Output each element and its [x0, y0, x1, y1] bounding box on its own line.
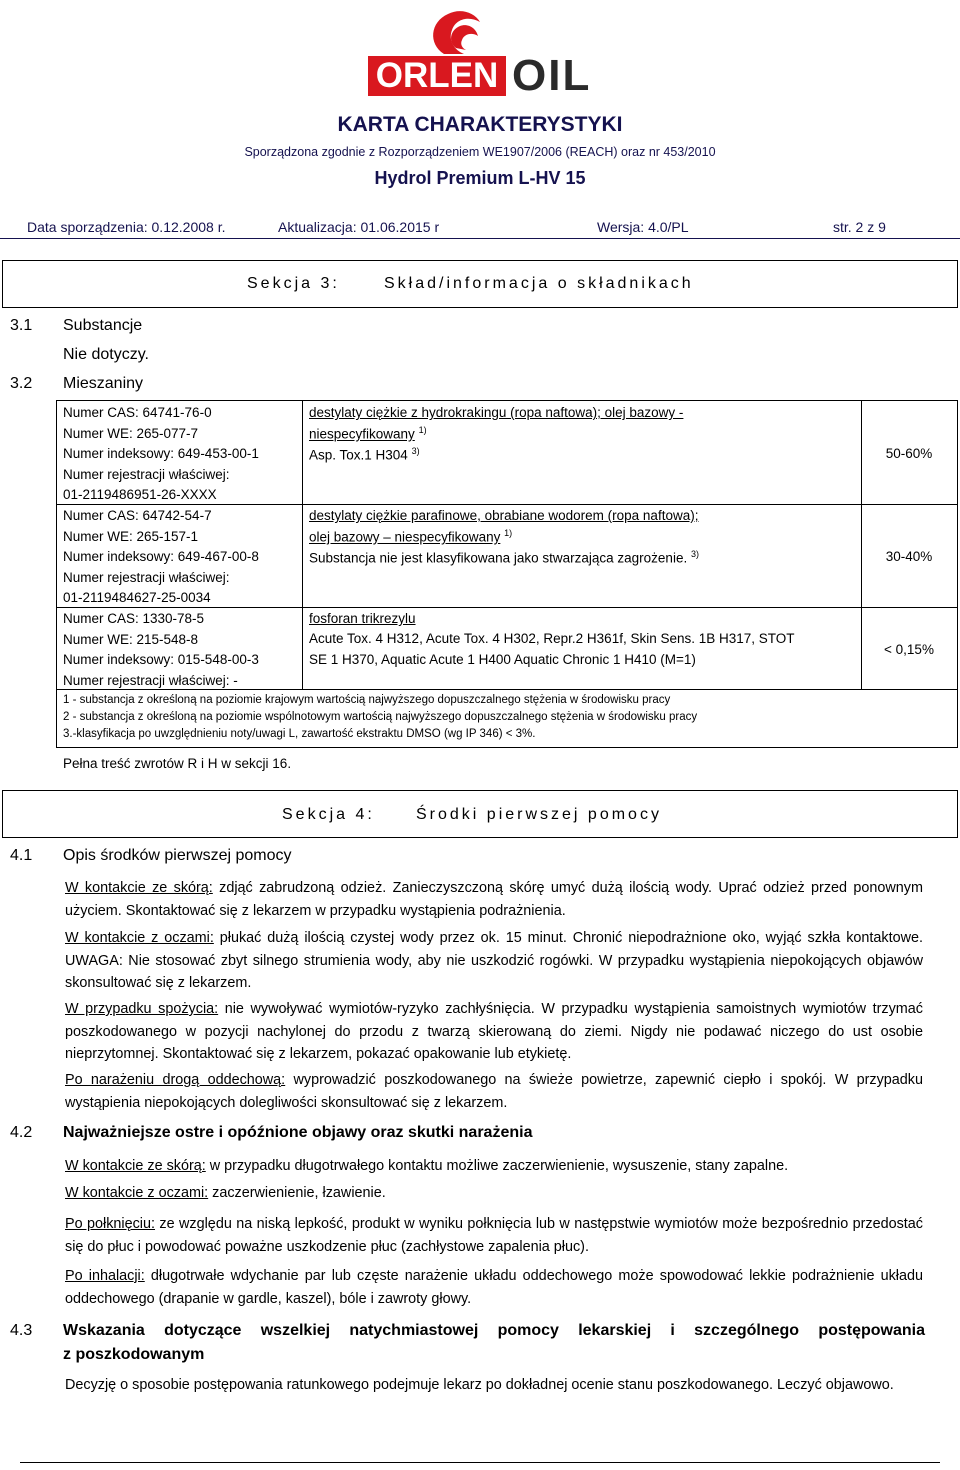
- component-name: fosforan trikrezylu: [309, 611, 416, 626]
- s42-title: Najważniejsze ostre i opóźnione objawy oraz skutki narażenia: [63, 1124, 533, 1141]
- s42-inhal-text: długotrwałe wdychanie par lub częste narażenie układu oddechowego może spowodować lekkie podrażnienie układu oddechowego (drapanie w gardle, kaszel), bóle i zawroty głowy.: [65, 1268, 923, 1307]
- table-cell-id: Numer rejestracji właściwej: -: [63, 673, 238, 688]
- component-name-part: olej bazowy – niespecyfikowany: [309, 529, 501, 545]
- table-cell-id: Numer indeksowy: 649-453-00-1: [63, 446, 259, 461]
- component-classification: SE 1 H370, Aquatic Acute 1 H400 Aquatic Chronic 1 H410 (M=1): [309, 652, 696, 667]
- s42-skin-label: W kontakcie ze skórą:: [65, 1158, 206, 1174]
- s43-title-line2: z poszkodowanym: [63, 1346, 205, 1363]
- component-percent: < 0,15%: [884, 642, 934, 657]
- header-divider: [0, 238, 960, 239]
- component-percent: 50-60%: [885, 446, 933, 461]
- component-name-part: niespecyfikowany: [309, 426, 415, 442]
- s42-skin-paragraph: [65, 1155, 923, 1178]
- s41-inhal-label: Po narażeniu drogą oddechową:: [65, 1072, 286, 1088]
- table-cell-id: 01-2119486951-26-XXXX: [63, 487, 217, 502]
- creation-date: Data sporządzenia: 0.12.2008 r.: [27, 219, 226, 235]
- table-row-divider: [56, 607, 958, 608]
- s31-text: Nie dotyczy.: [63, 346, 149, 363]
- s41-ingest-label: W przypadku spożycia:: [65, 1001, 219, 1017]
- table-cell-id: Numer rejestracji właściwej:: [63, 467, 230, 482]
- s32-number: 3.2: [10, 375, 33, 392]
- table-footnote: 2 - substancja z określoną na poziomie wspólnotowym wartością najwyższego dopuszczalnego stężenia w środowisku pracy: [63, 711, 698, 723]
- s41-number: 4.1: [10, 847, 33, 864]
- s42-swallow-label: Po połknięciu:: [65, 1216, 156, 1232]
- logo-orlen-text: ORLEN: [368, 56, 506, 96]
- s41-skin-text: zdjąć zabrudzoną odzież. Zanieczyszczoną skórę umyć dużą ilością wody. Uprać odzież przed ponownym użyciem. Skontaktować się z lekarzem w przypadku wystąpienia podrażnienia.: [65, 880, 923, 919]
- footnote-ref: 3): [690, 549, 699, 559]
- section3-title: Skład/informacja o składnikach: [384, 275, 694, 292]
- component-classification: [309, 446, 420, 463]
- version: Wersja: 4.0/PL: [597, 219, 689, 235]
- s41-title: Opis środków pierwszej pomocy: [63, 847, 292, 864]
- s42-inhal-paragraph: [65, 1265, 923, 1310]
- component-classification: [309, 549, 699, 566]
- s31-number: 3.1: [10, 317, 33, 334]
- s32-title: Mieszaniny: [63, 375, 144, 392]
- s42-swallow-paragraph: [65, 1213, 923, 1258]
- full-text-note: Pełna treść zwrotów R i H w sekcji 16.: [63, 756, 292, 771]
- s31-title: Substancje: [63, 317, 143, 334]
- orlen-oil-logo: [368, 4, 598, 100]
- s42-eyes-text: zaczerwienienie, łzawienie.: [208, 1185, 386, 1201]
- footnote-ref: 1): [418, 425, 427, 435]
- table-cell-id: Numer indeksowy: 649-467-00-8: [63, 549, 259, 564]
- document-subtitle: Sporządzona zgodnie z Rozporządzeniem WE1907/2006 (REACH) oraz nr 453/2010: [244, 145, 716, 159]
- s41-skin-paragraph: [65, 877, 923, 922]
- s42-number: 4.2: [10, 1124, 33, 1141]
- s41-eyes-label: W kontakcie z oczami:: [65, 930, 214, 946]
- document-title: KARTA CHARAKTERYSTYKI: [337, 113, 623, 136]
- footnote-ref: 1): [504, 528, 513, 538]
- table-cell-id: Numer WE: 265-077-7: [63, 426, 199, 441]
- section4-title: Środki pierwszej pomocy: [416, 806, 662, 823]
- s41-eyes-text: płukać dużą ilością czystej wody przez ok. 15 minut. Chronić niepodrażnione oko, wyjąć szkła kontaktowe. UWAGA: Nie stosować zbyt silnego strumienia wody, aby nie uszkodzić rogówki. W przypadku wystąpienia niepokojących objawów skonsultować się z lekarzem.: [65, 930, 923, 991]
- update-date: Aktualizacja: 01.06.2015 r: [278, 219, 440, 235]
- table-row-divider: [56, 504, 958, 505]
- table-cell-id: Numer CAS: 1330-78-5: [63, 611, 205, 626]
- footer-divider: [20, 1462, 940, 1463]
- table-cell-id: 01-2119484627-25-0034: [63, 590, 211, 605]
- table-cell-id: Numer WE: 215-548-8: [63, 632, 199, 647]
- table-row-divider: [56, 689, 958, 690]
- classification-text: Asp. Tox.1 H304: [309, 447, 408, 463]
- component-classification: Acute Tox. 4 H312, Acute Tox. 4 H302, Repr.2 H361f, Skin Sens. 1B H317, STOT: [309, 631, 795, 646]
- component-percent: 30-40%: [885, 549, 933, 564]
- table-col-divider: [302, 400, 303, 690]
- component-name: destylaty ciężkie z hydrokrakingu (ropa naftowa); olej bazowy -: [309, 405, 684, 420]
- orlen-drop-icon: [426, 4, 486, 58]
- s41-eyes-paragraph: [65, 927, 923, 995]
- product-name: Hydrol Premium L-HV 15: [374, 168, 586, 188]
- component-name: [309, 425, 427, 442]
- s42-eyes-paragraph: [65, 1182, 923, 1205]
- logo-oil-text: OIL: [512, 51, 592, 100]
- s42-skin-text: w przypadku długotrwałego kontaktu możliwe zaczerwienienie, wysuszenie, stany zapalne.: [205, 1158, 789, 1174]
- s41-inhal-paragraph: [65, 1069, 923, 1114]
- section4-label: Sekcja 4:: [282, 806, 375, 823]
- s41-skin-label: W kontakcie ze skórą:: [65, 880, 213, 896]
- section3-label: Sekcja 3:: [247, 275, 340, 292]
- s43-title-line1: Wskazania dotyczące wszelkiej natychmiastowej pomocy lekarskiej i szczególnego postępowania: [63, 1322, 925, 1339]
- s43-text: Decyzję o sposobie postępowania ratunkowego podejmuje lekarz po dokładnej ocenie stanu poszkodowanego. Leczyć objawowo.: [65, 1377, 894, 1393]
- table-cell-id: Numer rejestracji właściwej:: [63, 570, 230, 585]
- classification-text: Substancja nie jest klasyfikowana jako stwarzająca zagrożenie.: [309, 550, 688, 566]
- s42-eyes-label: W kontakcie z oczami:: [65, 1185, 209, 1201]
- s41-ingest-paragraph: [65, 998, 923, 1066]
- s41-inhal-text: wyprowadzić poszkodowanego na świeże powietrze, zapewnić ciepło i spokój. W przypadku wystąpienia niepokojących dolegliwości skonsultować się z lekarzem.: [65, 1072, 924, 1111]
- table-footnote: 3.-klasyfikacja po uwzględnieniu noty/uwagi L, zawartość ekstraktu DMSO (wg IP 346) < 3%.: [63, 728, 536, 740]
- table-cell-id: Numer WE: 265-157-1: [63, 529, 199, 544]
- table-cell-id: Numer CAS: 64741-76-0: [63, 405, 212, 420]
- component-name: [309, 528, 512, 545]
- footnote-ref: 3): [411, 446, 420, 456]
- table-cell-id: Numer indeksowy: 015-548-00-3: [63, 652, 259, 667]
- component-name: destylaty ciężkie parafinowe, obrabiane wodorem (ropa naftowa);: [309, 508, 699, 523]
- page-number: str. 2 z 9: [833, 219, 886, 235]
- s42-swallow-text: ze względu na niską lepkość, produkt w wyniku połknięcia lub w następstwie wymiotów może bezpośrednio przedostać się do płuc i powodować poważne uszkodzenie płuc (zachłystowe zapalenia płuc).: [65, 1216, 923, 1255]
- table-cell-id: Numer CAS: 64742-54-7: [63, 508, 212, 523]
- table-footnote: 1 - substancja z określoną na poziomie krajowym wartością najwyższego dopuszczalnego stężenia w środowisku pracy: [63, 694, 671, 706]
- s42-inhal-label: Po inhalacji:: [65, 1268, 145, 1284]
- s43-number: 4.3: [10, 1322, 33, 1339]
- s41-ingest-text: nie wywoływać wymiotów-ryzyko zachłyśnięcia. W przypadku wystąpienia samoistnych wymiotów trzymać poszkodowanego w pozycji nachylonej do przodu z twarzą skierowaną do ziemi. Nigdy nie podawać niczego do ust osobie nieprzytomnej. Skontaktować się z lekarzem, pokazać opakowanie lub etykietę.: [65, 1001, 923, 1062]
